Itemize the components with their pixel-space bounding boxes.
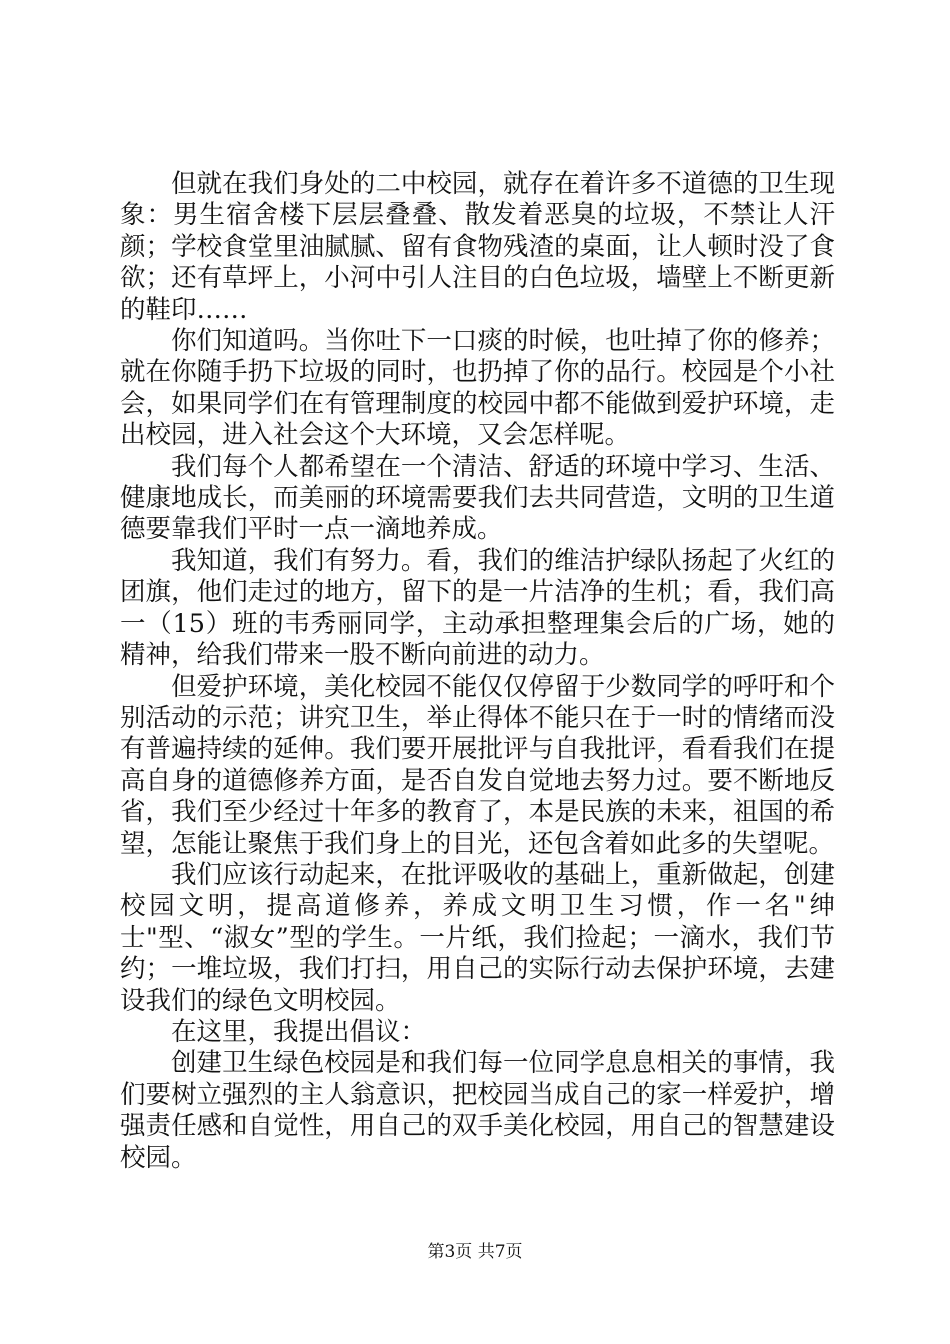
page-footer: 第3页 共7页 [427, 1242, 523, 1262]
paragraph-8: 创建卫生绿色校园是和我们每一位同学息息相关的事情，我们要树立强烈的主人翁意识，把校园当成自己的家一样爱护，增强责任感和自觉性，用自己的双手美化校园，用自己的智慧建设校园。 [120, 1048, 835, 1173]
document-body [120, 169, 835, 1174]
paragraph-1: 但就在我们身处的二中校园，就存在着许多不道德的卫生现象：男生宿舍楼下层层叠叠、散发着恶臭的垃圾，不禁让人汗颜；学校食堂里油腻腻、留有食物残渣的桌面，让人顿时没了食欲；还有草坪上，小河中引人注目的白色垃圾，墙壁上不断更新的鞋印…… [120, 169, 835, 325]
paragraph-5: 但爱护环境，美化校园不能仅仅停留于少数同学的呼吁和个别活动的示范；讲究卫生，举止得体不能只在于一时的情绪而没有普遍持续的延伸。我们要开展批评与自我批评，看看我们在提高自身的道德修养方面，是否自发自觉地去努力过。要不断地反省，我们至少经过十年多的教育了，本是民族的未来，祖国的希望，怎能让聚焦于我们身上的目光，还包含着如此多的失望呢。 [120, 671, 835, 859]
paragraph-3: 我们每个人都希望在一个清洁、舒适的环境中学习、生活、健康地成长，而美丽的环境需要我们去共同营造，文明的卫生道德要靠我们平时一点一滴地养成。 [120, 451, 835, 545]
paragraph-2: 你们知道吗。当你吐下一口痰的时候，也吐掉了你的修养；就在你随手扔下垃圾的同时，也扔掉了你的品行。校园是个小社会，如果同学们在有管理制度的校园中都不能做到爱护环境，走出校园，进入社会这个大环境，又会怎样呢。 [120, 326, 835, 451]
paragraph-4: 我知道，我们有努力。看，我们的维洁护绿队扬起了火红的团旗，他们走过的地方，留下的是一片洁净的生机；看，我们高一（15）班的韦秀丽同学，主动承担整理集会后的广场，她的精神，给我们带来一股不断向前进的动力。 [120, 545, 835, 671]
paragraph-7: 在这里，我提出倡议： [171, 1016, 427, 1047]
paragraph-6: 我们应该行动起来，在批评吸收的基础上，重新做起，创建校园文明，提高道修养，养成文明卫生习惯，作一名"绅士"型、“淑女”型的学生。一片纸，我们捡起；一滴水，我们节约；一堆垃圾，我们打扫，用自己的实际行动去保护环境，去建设我们的绿色文明校园。 [120, 859, 835, 1016]
